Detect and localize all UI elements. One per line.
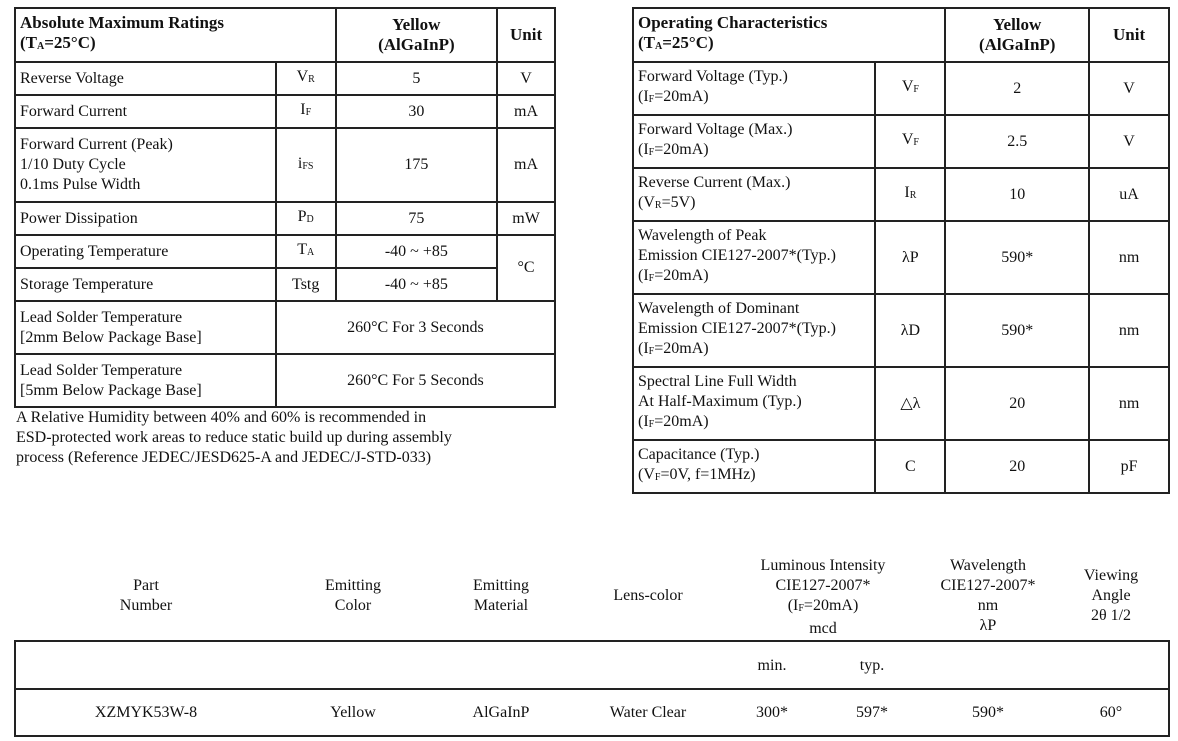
subheader-min: min. [757, 657, 787, 674]
abs-col-yellow: Yellow (AlGaInP) [336, 8, 497, 62]
abs-param: Reverse Voltage [15, 62, 276, 95]
abs-symbol: $V_R$ [276, 62, 336, 95]
absolute-max-ratings-table [14, 7, 556, 408]
op-row [633, 221, 1169, 294]
abs-unit: °C [497, 235, 555, 301]
op-param: Wavelength of Peak Emission CIE127-2007*(Typ.) $(I_F=20mA)$ [633, 221, 875, 294]
op-row [633, 367, 1169, 440]
luminous-min: 300* [756, 704, 788, 721]
op-param: Reverse Current (Max.) $(V_R=5V)$ [633, 168, 875, 221]
luminous-typ: 597* [856, 704, 888, 721]
abs-param: Lead Solder Temperature [2mm Below Package Base] [15, 301, 276, 354]
op-unit: nm [1089, 294, 1169, 367]
abs-value: -40 ~ +85 [336, 268, 497, 301]
abs-row [15, 62, 555, 95]
part-number: XZMYK53W-8 [94, 704, 198, 721]
op-symbol: △λ [875, 367, 945, 440]
lens-color: Water Clear [609, 704, 687, 721]
operating-characteristics-table [632, 7, 1170, 494]
op-row [633, 294, 1169, 367]
abs-title-line2: $(T_A=25^\circ C)$ [20, 33, 96, 52]
header-wavelength: Wavelength CIE127-2007* nm λP [940, 557, 1036, 634]
op-unit: nm [1089, 367, 1169, 440]
abs-param: Power Dissipation [15, 202, 276, 235]
op-value: 590* [945, 221, 1089, 294]
header-emitting-color: Emitting Color [325, 577, 381, 614]
abs-title [15, 8, 336, 62]
op-row [633, 62, 1169, 115]
emitting-material: AlGaInP [472, 704, 530, 721]
header-lens-color: Lens-color [613, 587, 683, 604]
header-emitting-material: Emitting Material [473, 577, 529, 614]
abs-row [15, 301, 555, 354]
op-param: Forward Voltage (Typ.) $(I_F=20mA)$ [633, 62, 875, 115]
table-rule [14, 735, 1170, 737]
op-value: 590* [945, 294, 1089, 367]
humidity-note: A Relative Humidity between 40% and 60% is recommended in ESD-protected work areas to reduce static build up during assembly process (Reference JEDEC/JESD625-A and JEDEC/J-STD-033) [16, 409, 452, 466]
subheader-typ: typ. [859, 657, 885, 674]
op-unit: pF [1089, 440, 1169, 493]
table-border [14, 640, 16, 737]
op-row [633, 168, 1169, 221]
abs-unit: mA [497, 95, 555, 128]
op-symbol: $V_F$ [875, 62, 945, 115]
abs-param: Forward Current [15, 95, 276, 128]
abs-col-unit: Unit [497, 8, 555, 62]
op-symbol: $V_F$ [875, 115, 945, 168]
op-row [633, 115, 1169, 168]
header-luminous-intensity: Luminous Intensity CIE127-2007* $(I_F=20mA)$ mcd [760, 557, 886, 637]
op-value: 20 [945, 440, 1089, 493]
abs-symbol: $P_D$ [276, 202, 336, 235]
table-border [1168, 640, 1170, 737]
op-symbol: λD [875, 294, 945, 367]
op-symbol: C [875, 440, 945, 493]
abs-param: Forward Current (Peak) 1/10 Duty Cycle 0.1ms Pulse Width [15, 128, 276, 202]
op-col-yellow: Yellow (AlGaInP) [945, 8, 1089, 62]
op-col-unit: Unit [1089, 8, 1169, 62]
abs-unit: V [497, 62, 555, 95]
table-rule [14, 688, 1170, 690]
table-rule [14, 640, 1170, 642]
op-title: Operating Characteristics $(T_A=25^\circ C)$ [633, 8, 945, 62]
header-viewing-angle: Viewing Angle 2θ 1/2 [1083, 567, 1139, 624]
abs-row [15, 95, 555, 128]
abs-symbol: $i_{FS}$ [276, 128, 336, 202]
abs-title-line1: Absolute Maximum Ratings [20, 13, 225, 32]
abs-symbol: $I_F$ [276, 95, 336, 128]
op-value: 10 [945, 168, 1089, 221]
op-unit: V [1089, 62, 1169, 115]
abs-row [15, 354, 555, 407]
op-unit: nm [1089, 221, 1169, 294]
abs-value: 75 [336, 202, 497, 235]
abs-value: 260°C For 5 Seconds [276, 354, 555, 407]
op-value: 20 [945, 367, 1089, 440]
op-param: Capacitance (Typ.) ($V_F=0V$, f=1MHz) [633, 440, 875, 493]
abs-param: Operating Temperature [15, 235, 276, 268]
op-symbol: $I_R$ [875, 168, 945, 221]
abs-unit: mW [497, 202, 555, 235]
op-value: 2.5 [945, 115, 1089, 168]
op-unit: V [1089, 115, 1169, 168]
abs-symbol: Tstg [276, 268, 336, 301]
op-value: 2 [945, 62, 1089, 115]
abs-row [15, 268, 555, 301]
abs-row [15, 128, 555, 202]
op-param: Wavelength of Dominant Emission CIE127-2007*(Typ.) $(I_F=20mA)$ [633, 294, 875, 367]
abs-row [15, 235, 555, 268]
abs-unit: mA [497, 128, 555, 202]
op-param: Spectral Line Full Width At Half-Maximum (Typ.) $(I_F=20mA)$ [633, 367, 875, 440]
abs-symbol: $T_A$ [276, 235, 336, 268]
emitting-color: Yellow [330, 704, 376, 721]
abs-param: Lead Solder Temperature [5mm Below Package Base] [15, 354, 276, 407]
abs-value: 175 [336, 128, 497, 202]
op-param: Forward Voltage (Max.) $(I_F=20mA)$ [633, 115, 875, 168]
wavelength-value: 590* [972, 704, 1004, 721]
abs-value: 30 [336, 95, 497, 128]
op-row [633, 440, 1169, 493]
abs-param: Storage Temperature [15, 268, 276, 301]
abs-value: 260°C For 3 Seconds [276, 301, 555, 354]
op-unit: uA [1089, 168, 1169, 221]
op-symbol: λP [875, 221, 945, 294]
abs-row [15, 202, 555, 235]
abs-value: -40 ~ +85 [336, 235, 497, 268]
viewing-angle-value: 60° [1099, 704, 1123, 721]
header-part-number: Part Number [119, 577, 173, 614]
abs-value: 5 [336, 62, 497, 95]
